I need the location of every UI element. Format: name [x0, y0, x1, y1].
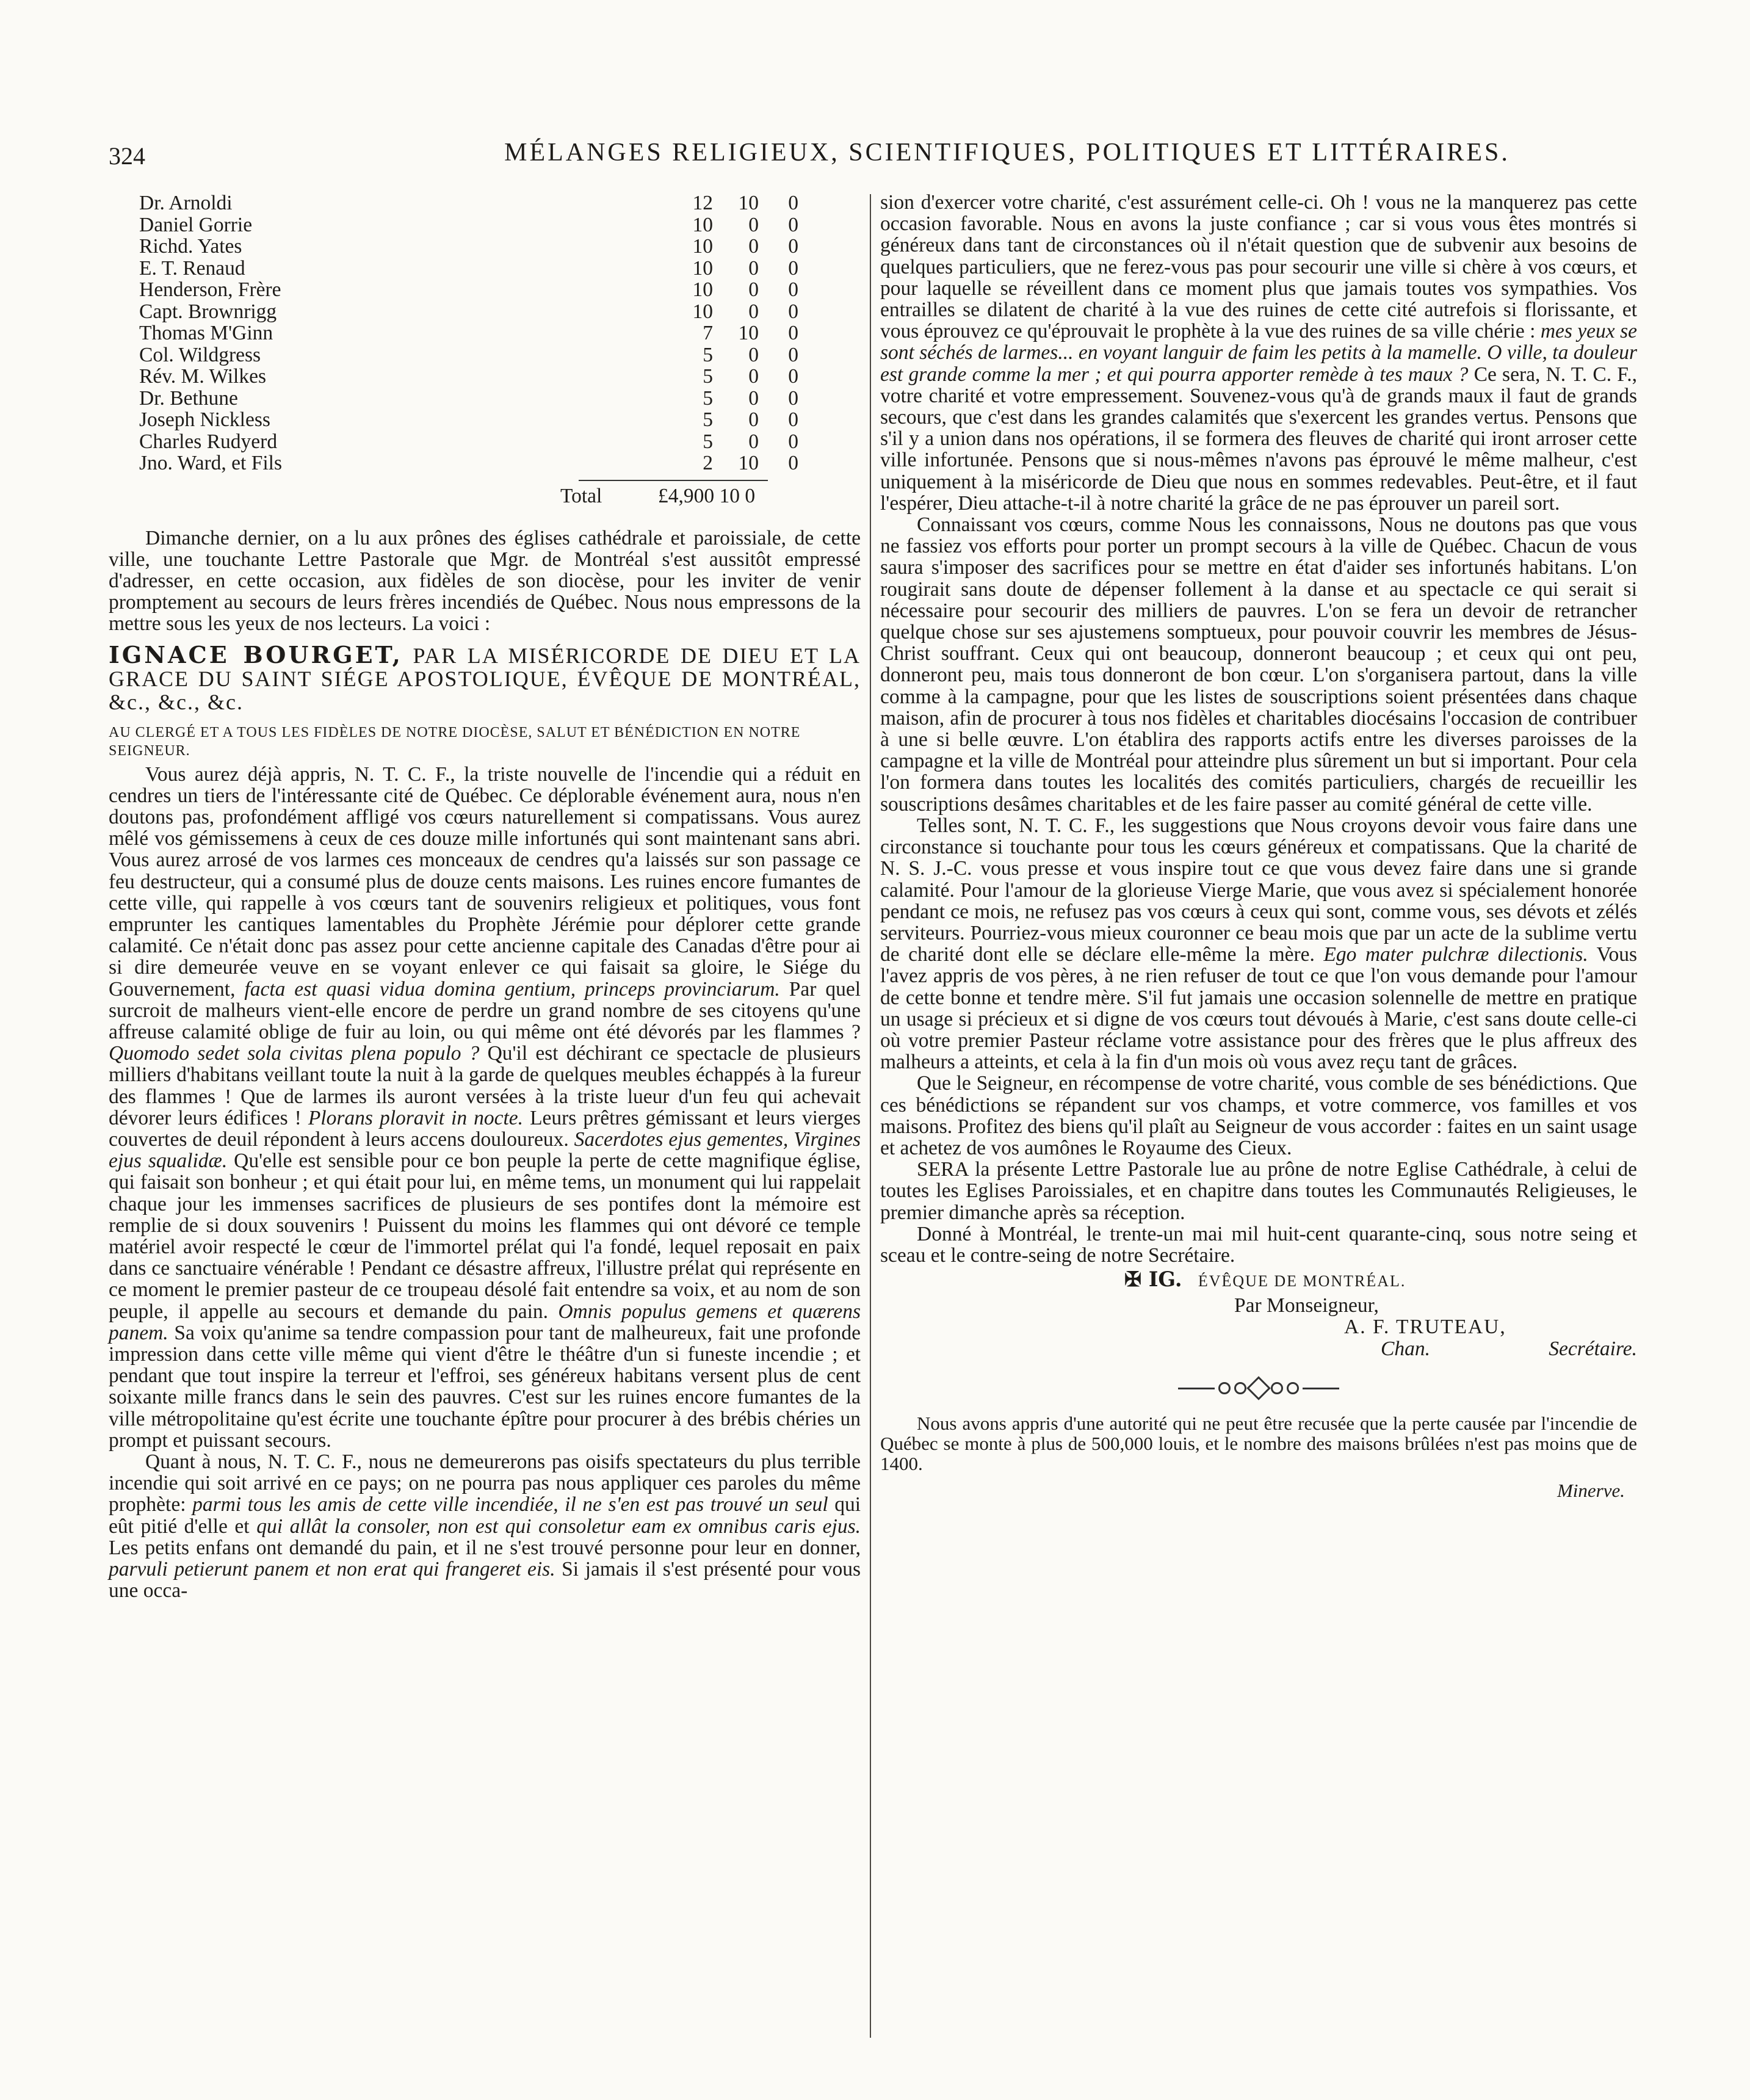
right-column [880, 192, 1637, 1502]
letter-paragraph-7: SERA la présente Lettre Pastorale lue au prône de notre Eglise Cathédrale, à celui de toutes les Eglises Paroissiales, et en chapitre dans toutes les Communautés Religieuses, le premier dimanche après sa réception. [880, 1158, 1637, 1224]
total-row [109, 485, 861, 513]
letter-paragraph-3: sion d'exercer votre charité, c'est assurément celle-ci. Oh ! vous ne la manquerez pas cette occasion favorable. Nous en avons la juste confiance ; car si vous vous êtes montrés si généreux dans tant de circonstances où il n'était question que de subvenir aux besoins de quelques particuliers, que ne ferez-vous pas pour secourir une ville si chère à vos cœurs, et pour laquelle se réveillent dans ce moment plus que jamais toutes vos sympathies. Vos entrailles se dilatent de charité à la vue des ruines de cette cité autrefois si florissante, et vous éprouvez ce qu'éprouvait le prophète à la vue des ruines de sa ville chérie : mes yeux se sont séchés de larmes... en voyant languir de faim les petits à la mamelle. O ville, ta douleur est grande comme la mer ; et qui pourra apporter remède à tes maux ? Ce sera, N. T. C. F., votre charité et votre empressement. Souvenez-vous qu'à de grands maux il faut de grands secours, que c'est dans les grandes calamités que s'exercent les grandes vertus. Pensons que s'il y a union dans nos opérations, il se formera des fleuves de charité qui iront arroser cette ville infortunée. Pensons que si nous-mêmes n'avons pas éprouvé le même malheur, c'est uniquement à la miséricorde de Dieu que nous en sommes redevables. Peut-être, et il faut l'espérer, Dieu attache-t-il à notre charité la grâce de ne pas éprouver un pareil sort. [880, 191, 1637, 515]
letter-paragraph-1: Vous aurez déjà appris, N. T. C. F., la triste nouvelle de l'incendie qui a réduit en cendres un tiers de l'intéressante cité de Québec. Ce déplorable événement aura, nous n'en doutons pas, profondément affligé vos cœurs naturellement si compatissans. Vous aurez mêlé vos gémissemens à ceux de ces douze mille infortunés qui sont maintenant sans abri. Vous aurez arrosé de vos larmes ces monceaux de cendres qu'a laissés sur son passage ce feu destructeur, qui a consumé plus de douze cents maisons. Les ruines encore fumantes de cette ville, qui rappelle à vos cœurs tant de souvenirs religieux et politiques, vous font emprunter les cantiques lamentables du Prophète Jérémie pour déplorer cette grande calamité. Ce n'était donc pas assez pour cette ancienne capitale des Canadas d'être pour ai si dire demeurée veuve en se voyant enlever ce qui faisait sa gloire, le Siége du Gouvernement, facta est quasi vidua domina gentium, princeps provinciarum. Par quel surcroit de malheurs vient-elle encore de perdre un grand nombre de ses citoyens qu'une affreuse calamité oblige de fuir au loin, ou qui même ont été dévorés par les flammes ? Quomodo sedet sola civitas plena populo ? Qu'il est déchirant ce spectacle de plusieurs milliers d'habitans veillant toute la nuit à la garde de quelques meubles échappés à la fureur des flammes ! Que de larmes ils auront versées à la triste lueur d'un feu qui achevait dévorer leurs édifices ! Plorans ploravit in nocte. Leurs prêtres gémissant et leurs vierges couvertes de deuil répondent à leurs accens douloureux. Sacerdotes ejus gementes, Virgines ejus squalidæ. Qu'elle est sensible pour ce bon peuple la perte de cette magnifique église, qui faisait son bonheur ; et qui était pour lui, en même tems, un monument qui lui rappelait chaque jour les immenses sacrifices de plusieurs de ses pontifes dont la mémoire est remplie de si doux souvenirs ! Puissent du moins les flammes qui ont dévoré ce temple matériel avoir respecté le cœur de l'immortel prélat qui l'a fondé, lequel reposait en paix dans ce sanctuaire vénérable ! Pendant ce désastre affreux, l'illustre prélat qui représente en ce moment le premier pasteur de ce troupeau désolé fait entendre sa voix, et au nom de son peuple, il appelle au secours et demande du pain. Omnis populus gemens et quærens panem. Sa voix qu'anime sa tendre compassion pour tant de malheureux, fait une profonde impression dans cette ville même qui vient d'être le théâtre d'un si funeste incendie ; et pendant que tout inspire la terreur et l'effroi, ses généreux habitans versent plus de cent soixante mille francs dans le sein des pauvres. C'est sur les ruines encore fumantes de la ville métropolitaine qu'est écrite une touchante épître pour procurer à des brébis chéries un prompt et puissant secours. [109, 762, 861, 1452]
intro-paragraph: Dimanche dernier, on a lu aux prônes des églises cathédrale et paroissiale, de cette ville, une touchante Lettre Pastorale que Mgr. de Montréal s'est aussitôt empressé d'adresser, en cette occasion, aux fidèles de son diocèse, pour les inviter de venir promptement au secours de leurs frères incendiés de Québec. Nous nous empressons de la mettre sous les yeux de nos lecteurs. La voici : [109, 526, 861, 635]
subscription-row [139, 322, 798, 344]
secretary-name: A. F. TRUTEAU, [1344, 1316, 1506, 1339]
subscription-amount: 5 0 0 [703, 343, 798, 366]
subscription-row [139, 430, 798, 452]
bishop-titles: PAR LA MISÉRICORDE DE DIEU ET LA GRACE DU SAINT SIÉGE APOSTOLIQUE, ÉVÊQUE DE MONTRÉAL, &c., &c., &c. [109, 643, 861, 714]
bishop-title: ÉVÊQUE DE MONTRÉAL. [1198, 1272, 1406, 1291]
subscriber-name: Rév. M. Wilkes [139, 365, 267, 388]
par-monseigneur: Par Monseigneur, [1234, 1294, 1379, 1317]
running-title: MÉLANGES RELIGIEUX, SCIENTIFIQUES, POLITIQUES ET LITTÉRAIRES. [504, 139, 1510, 167]
letter-paragraph-6: Que le Seigneur, en récompense de votre charité, vous comble de ses bénédictions. Que ces bénédictions se répandent sur vos champs, et votre commerce, vos familles et vos maisons. Profitez des biens qu'il plaît au Seigneur de vous accorder : faites en un saint usage et achetez de vos aumônes le Royaume des Cieux. [880, 1072, 1637, 1159]
subscriber-name: Thomas M'Ginn [139, 322, 273, 344]
secretary-title [1381, 1338, 1637, 1360]
subscription-amount: 5 0 0 [703, 408, 798, 431]
subscriber-name: Richd. Yates [139, 235, 242, 258]
subscription-amount: 5 0 0 [703, 386, 798, 410]
bishop-signature [1124, 1269, 1637, 1292]
bishop-initials: ✠ IG. [1124, 1267, 1182, 1292]
column-rule [870, 194, 871, 2038]
subscriber-name: Dr. Arnoldi [139, 192, 233, 214]
secretaire-label: Secrétaire. [1549, 1337, 1637, 1360]
pastoral-heading [109, 640, 861, 714]
subscription-amount: 5 0 0 [703, 365, 798, 388]
subscription-row [139, 235, 798, 257]
bishop-name: IGNACE BOURGET, [109, 640, 403, 668]
loss-note: Nous avons appris d'une autorité qui ne peut être recusée que la perte causée par l'incendie de Québec se monte à plus de 500,000 louis, et le nombre des maisons brûlées n'est pas moins que de 1400. [880, 1413, 1637, 1475]
letter-paragraph-4: Connaissant vos cœurs, comme Nous les connaissons, Nous ne doutons pas que vous ne fassiez vos efforts pour porter un prompt secours à la ville de Québec. Chacun de vous saura s'imposer des sacrifices pour se mettre en état d'aider ses infortunés habitans. L'on rougirait sans doute de dépenser follement à la danse et au spectacle ce qui serait si nécessaire pour secourir des milliers de pauvres. L'on se fera un devoir de retrancher quelque chose sur ses ajustemens somptueux, pour pouvoir couvrir les membres de Jésus-Christ souffrant. Ceux qui ont beaucoup, donneront beaucoup ; et ceux qui ont peu, donneront peu, mais tous donneront de bon cœur. L'on s'organisera partout, dans la ville comme à la campagne, pour que les listes de souscriptions soient présentées dans chaque maison, afin de procurer à tous nos fidèles et charitables diocésains l'occasion de contribuer à une si belle œuvre. L'on établira des rapports actifs entre les diverses paroisses de la campagne et la ville de Montréal pour atteindre plus sûrement un but si important. Pour cela l'on formera dans toutes les localités des comités particuliers, chargés de recueillir les souscriptions desâmes charitables et de les faire passer au comité général de cette ville. [880, 513, 1637, 816]
subscription-row [139, 408, 798, 430]
subscription-row [139, 365, 798, 387]
subscription-amount: 7 10 0 [703, 322, 798, 344]
subscriber-name: E. T. Renaud [139, 256, 245, 280]
letter-paragraph-2: Quant à nous, N. T. C. F., nous ne demeurerons pas oisifs spectateurs du plus terrible incendie qui soit arrivé en ce pays; on ne pourra pas nous appliquer ces paroles du même prophète: parmi tous les amis de cette ville incendiée, il ne s'en est pas trouvé un seul qui eût pitié d'elle et qui allât la consoler, non est qui consoletur eam ex omnibus caris ejus. Les petits enfans ont demandé du pain, et il ne s'est trouvé personne pour leur en donner, parvuli petierunt panem et non erat qui frangeret eis. Si jamais il s'est présenté pour vous une occa- [109, 1450, 861, 1602]
subscriber-name: Daniel Gorrie [139, 213, 253, 236]
subscription-amount: 10 0 0 [692, 213, 798, 236]
source-credit: Minerve. [1557, 1480, 1625, 1502]
subscription-row [139, 300, 798, 322]
subscriber-name: Jno. Ward, et Fils [139, 452, 282, 474]
subscription-amount: 10 0 0 [692, 300, 798, 323]
subscription-amount: 10 0 0 [692, 235, 798, 258]
address-line: AU CLERGÉ ET A TOUS LES FIDÈLES DE NOTRE DIOCÈSE, SALUT ET BÉNÉDICTION EN NOTRE SEIGNEUR. [109, 724, 801, 759]
left-column [109, 192, 861, 1601]
subscriber-name: Col. Wildgress [139, 343, 261, 366]
subscriber-name: Charles Rudyerd [139, 430, 278, 453]
letter-paragraph-5: Telles sont, N. T. C. F., les suggestions que Nous croyons devoir vous faire dans une circonstance si touchante pour tous les cœurs généreux et compatissans. Que la charité de N. S. J.-C. vous presse et vous inspire tout ce que vous devez faire dans une si grande calamité. Pour l'amour de la glorieuse Vierge Marie, que vous avez si spécialement honorée pendant ce mois, ne refusez pas vos cœurs à ceux qui sont, comme vous, ses dévots et zélés serviteurs. Pourriez-vous mieux couronner ce beau mois que par un acte de la sublime vertu de charité dont elle se déclare elle-même la mère. Ego mater pulchræ dilectionis. Vous l'avez appris de vos pères, à ne rien refuser de tout ce que l'on vous demande pour l'amour de cette bonne et tendre mère. S'il fut jamais une occasion solennelle de mettre en pratique un usage si précieux et si digne de vos cœurs tout dévoués à Marie, c'est sans doute celle-ci où votre premier Pasteur réclame votre assistance pour des frères que le plus affreux des malheurs a atteints, et cela à la fin d'un mois où vous avez reçu tant de grâces. [880, 814, 1637, 1074]
subscription-amount: 2 10 0 [703, 452, 798, 474]
subscriber-name: Dr. Bethune [139, 386, 238, 410]
subscription-row [139, 278, 798, 300]
subscription-amount: 10 0 0 [692, 278, 798, 301]
total-label: Total [560, 484, 602, 507]
subscriber-name: Capt. Brownrigg [139, 300, 277, 323]
letter-paragraph-8: Donné à Montréal, le trente-un mai mil huit-cent quarante-cinq, sous notre seing et sceau et le contre-seing de notre Secrétaire. [880, 1222, 1637, 1267]
total-rule [579, 480, 768, 481]
subscription-list [139, 192, 798, 474]
total-amount: £4,900 10 0 [658, 484, 756, 507]
subscription-amount: 10 0 0 [692, 256, 798, 280]
subscriber-name: Henderson, Frère [139, 278, 281, 301]
subscription-amount: 5 0 0 [703, 430, 798, 453]
subscription-row [139, 452, 798, 474]
subscription-row [139, 214, 798, 236]
chan-label: Chan. [1381, 1337, 1430, 1360]
subscription-row [139, 344, 798, 366]
subscription-row [139, 387, 798, 409]
subscriber-name: Joseph Nickless [139, 408, 270, 431]
section-ornament [1161, 1380, 1356, 1396]
subscription-row [139, 257, 798, 279]
subscription-amount: 12 10 0 [692, 192, 798, 214]
subscription-row [139, 192, 798, 214]
page-number: 324 [109, 142, 145, 170]
